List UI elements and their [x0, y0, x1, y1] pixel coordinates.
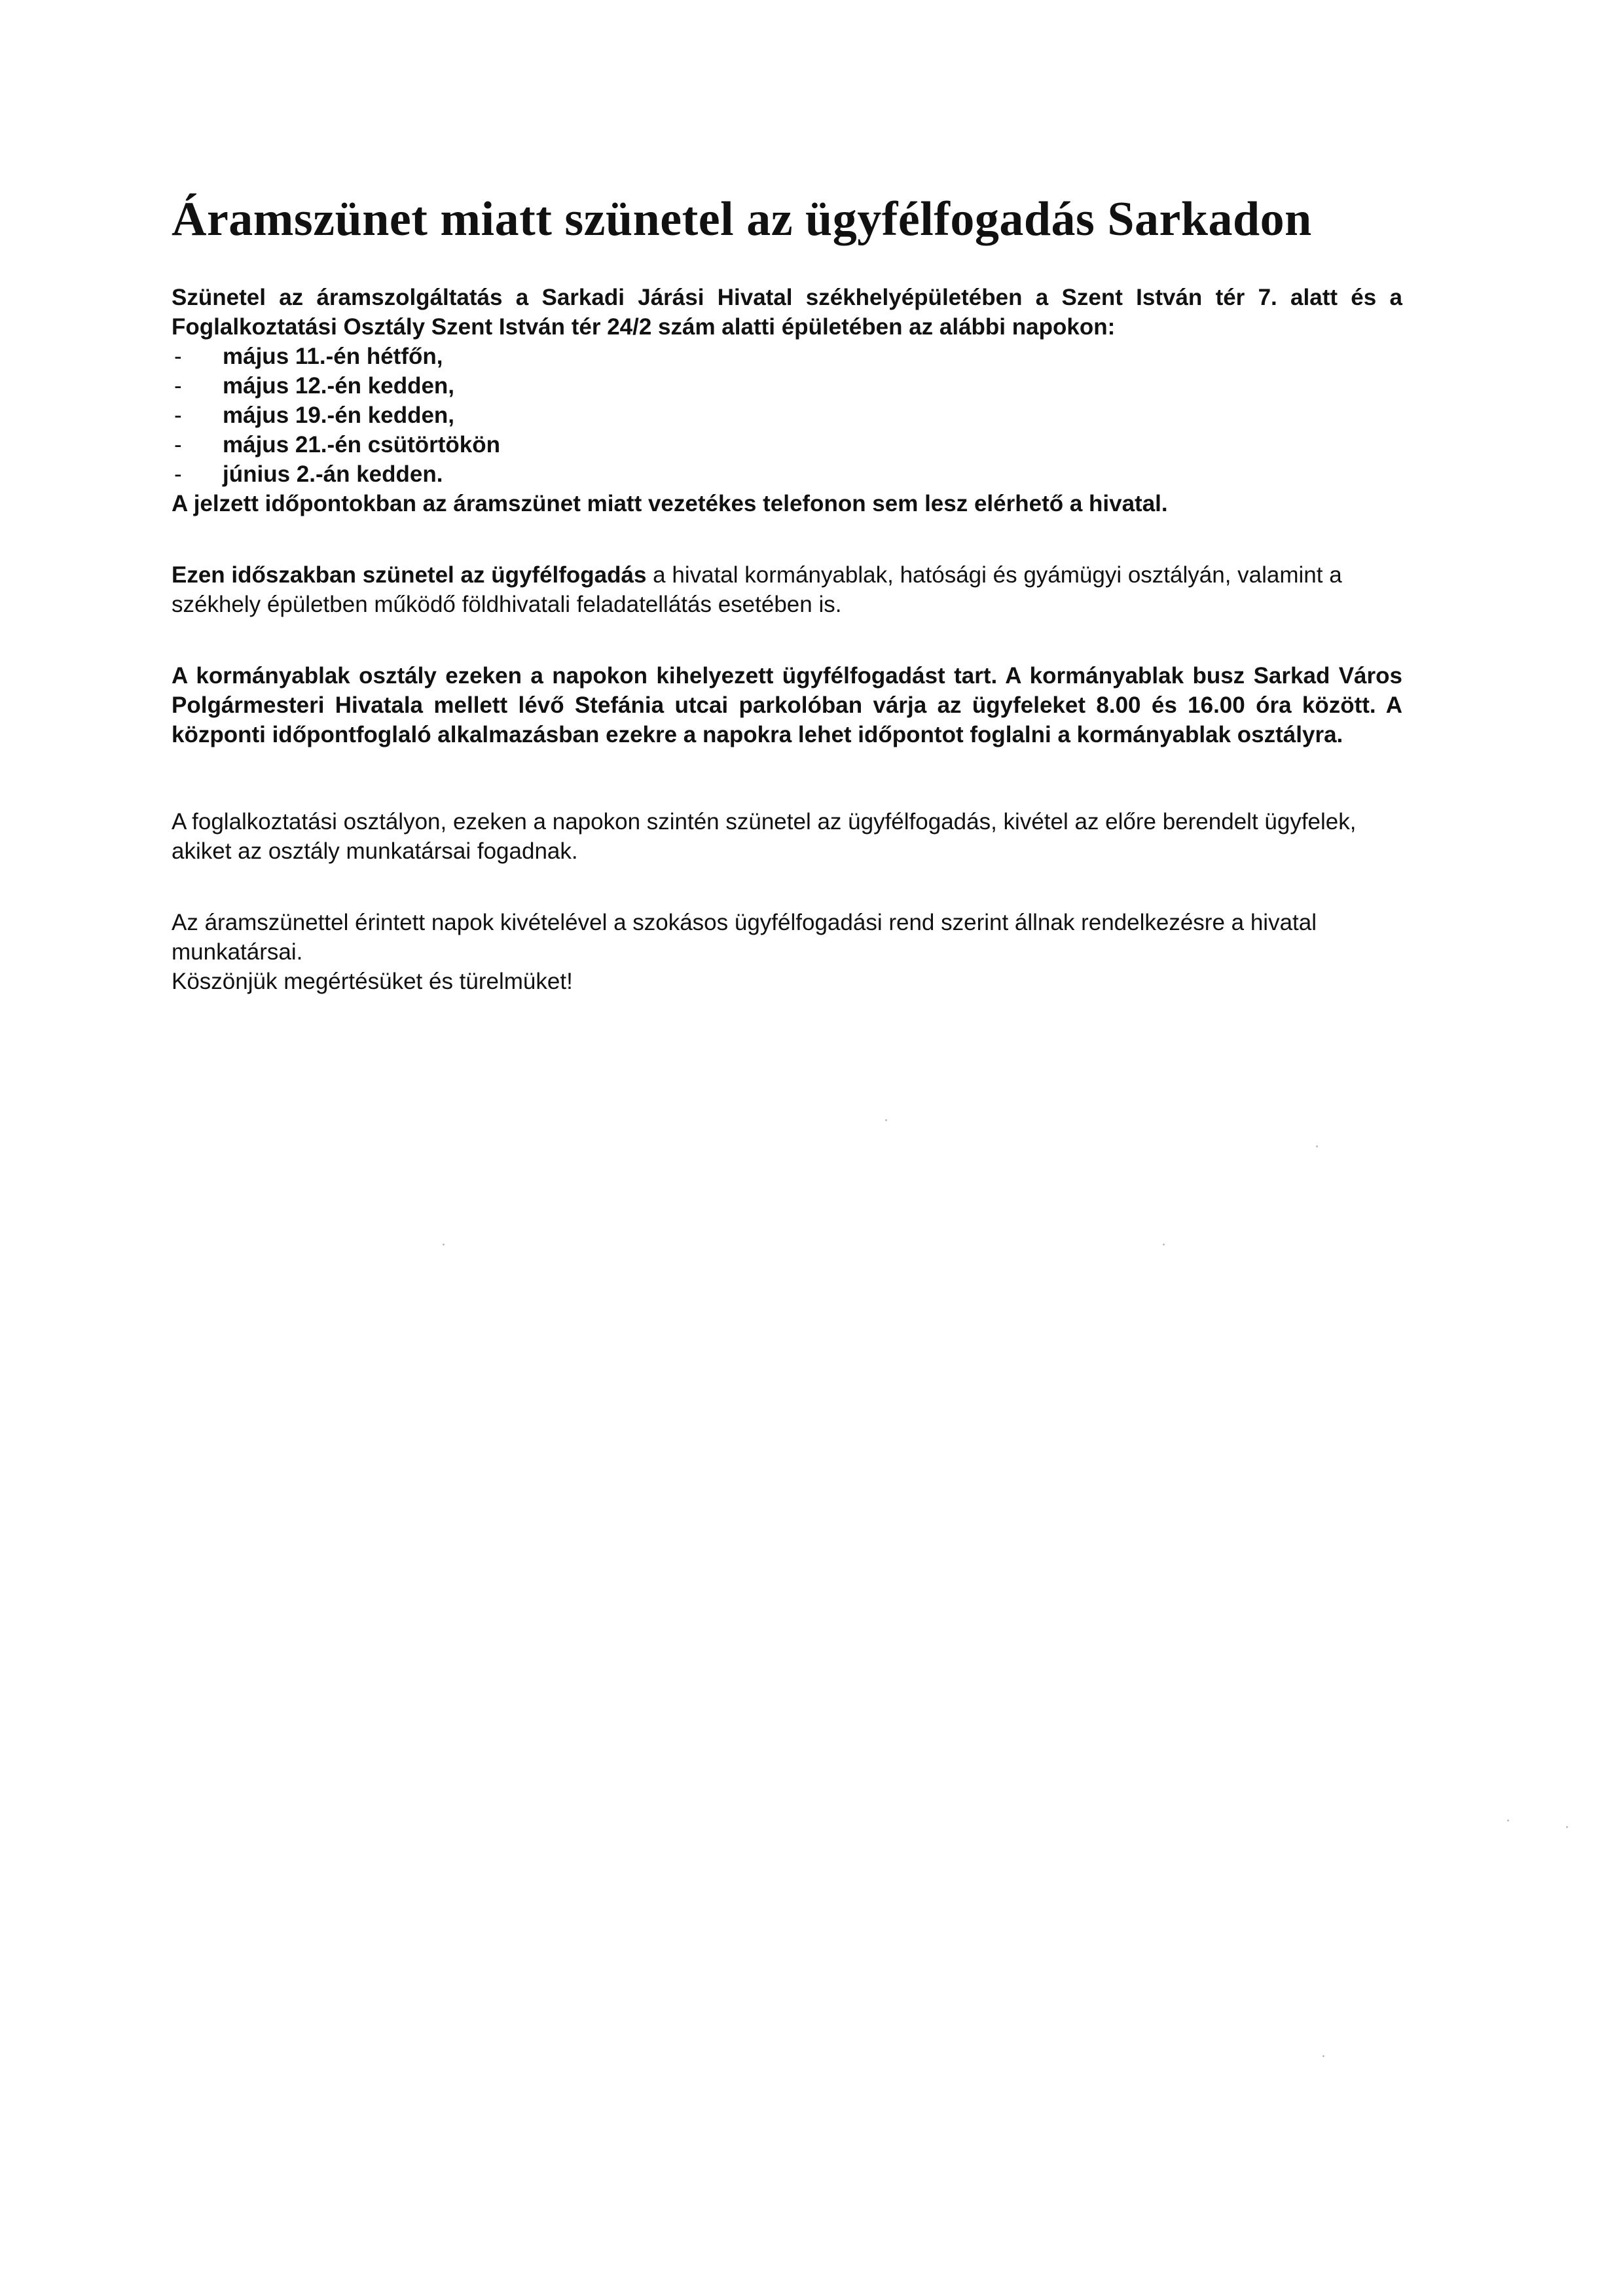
employment-department-paragraph: A foglalkoztatási osztályon, ezeken a napokon szintén szünetel az ügyfélfogadás, kivétel az előre berendelt ügyfelek, akiket az osztály munkatársai fogadnak. — [172, 809, 1357, 864]
outage-date-list — [172, 342, 1402, 489]
list-dash: - — [174, 432, 182, 457]
list-dash: - — [174, 344, 182, 369]
service-suspension-paragraph — [172, 560, 1402, 619]
outage-date: május 11.-én hétfőn, — [223, 344, 443, 369]
outage-date: június 2.-án kedden. — [223, 461, 443, 487]
intro-paragraph: Szünetel az áramszolgáltatás a Sarkadi Járási Hivatal székhelyépületében a Szent István tér 7. alatt és a Foglalkoztatási Osztály Szent István tér 24/2 szám alatti épületében az alábbi napokon: — [172, 285, 1402, 340]
list-dash: - — [174, 461, 182, 487]
phone-note: A jelzett időpontokban az áramszünet miatt vezetékes telefonon sem lesz elérhető a hivatal. — [172, 491, 1168, 516]
list-item — [172, 342, 1402, 371]
scan-speck — [443, 1244, 445, 1246]
scan-speck — [885, 1119, 887, 1121]
list-item — [172, 401, 1402, 430]
outage-date: május 12.-én kedden, — [223, 373, 455, 399]
list-dash: - — [174, 403, 182, 428]
outage-date: május 19.-én kedden, — [223, 403, 455, 428]
suspension-emphasis: Ezen időszakban szünetel az ügyfélfogadás — [172, 562, 647, 588]
list-item — [172, 430, 1402, 459]
document-title: Áramszünet miatt szünetel az ügyfélfogadás Sarkadon — [172, 192, 1312, 246]
regular-hours-paragraph: Az áramszünettel érintett napok kivételével a szokásos ügyfélfogadási rend szerint állnak rendelkezésre a hivatal munkatársai. — [172, 910, 1317, 965]
scan-speck — [1566, 1826, 1568, 1828]
list-item — [172, 459, 1402, 489]
list-dash: - — [174, 373, 182, 399]
scan-speck — [1507, 1820, 1509, 1821]
document-page — [172, 190, 1402, 996]
suspension-details: a hivatal kormányablak, hatósági és gyámügyi osztályán, valamint a székhely épületben működő földhivatali feladatellátás esetében is. — [172, 562, 1342, 617]
scan-speck — [1322, 2055, 1324, 2057]
outage-date: május 21.-én csütörtökön — [223, 432, 500, 457]
closing-thanks: Köszönjük megértésüket és türelmüket! — [172, 969, 573, 994]
scan-speck — [1316, 1145, 1318, 1147]
list-item — [172, 371, 1402, 401]
government-window-paragraph: A kormányablak osztály ezeken a napokon kihelyezett ügyfélfogadást tart. A kormányablak busz Sarkad Város Polgármesteri Hivatala mellett lévő Stefánia utcai parkolóban várja az ügyfeleket 8.00 és 16.00 óra között. A központi időpontfoglaló alkalmazásban ezekre a napokra lehet időpontot foglalni a kormányablak osztályra. — [172, 663, 1402, 747]
scan-speck — [1163, 1244, 1165, 1246]
